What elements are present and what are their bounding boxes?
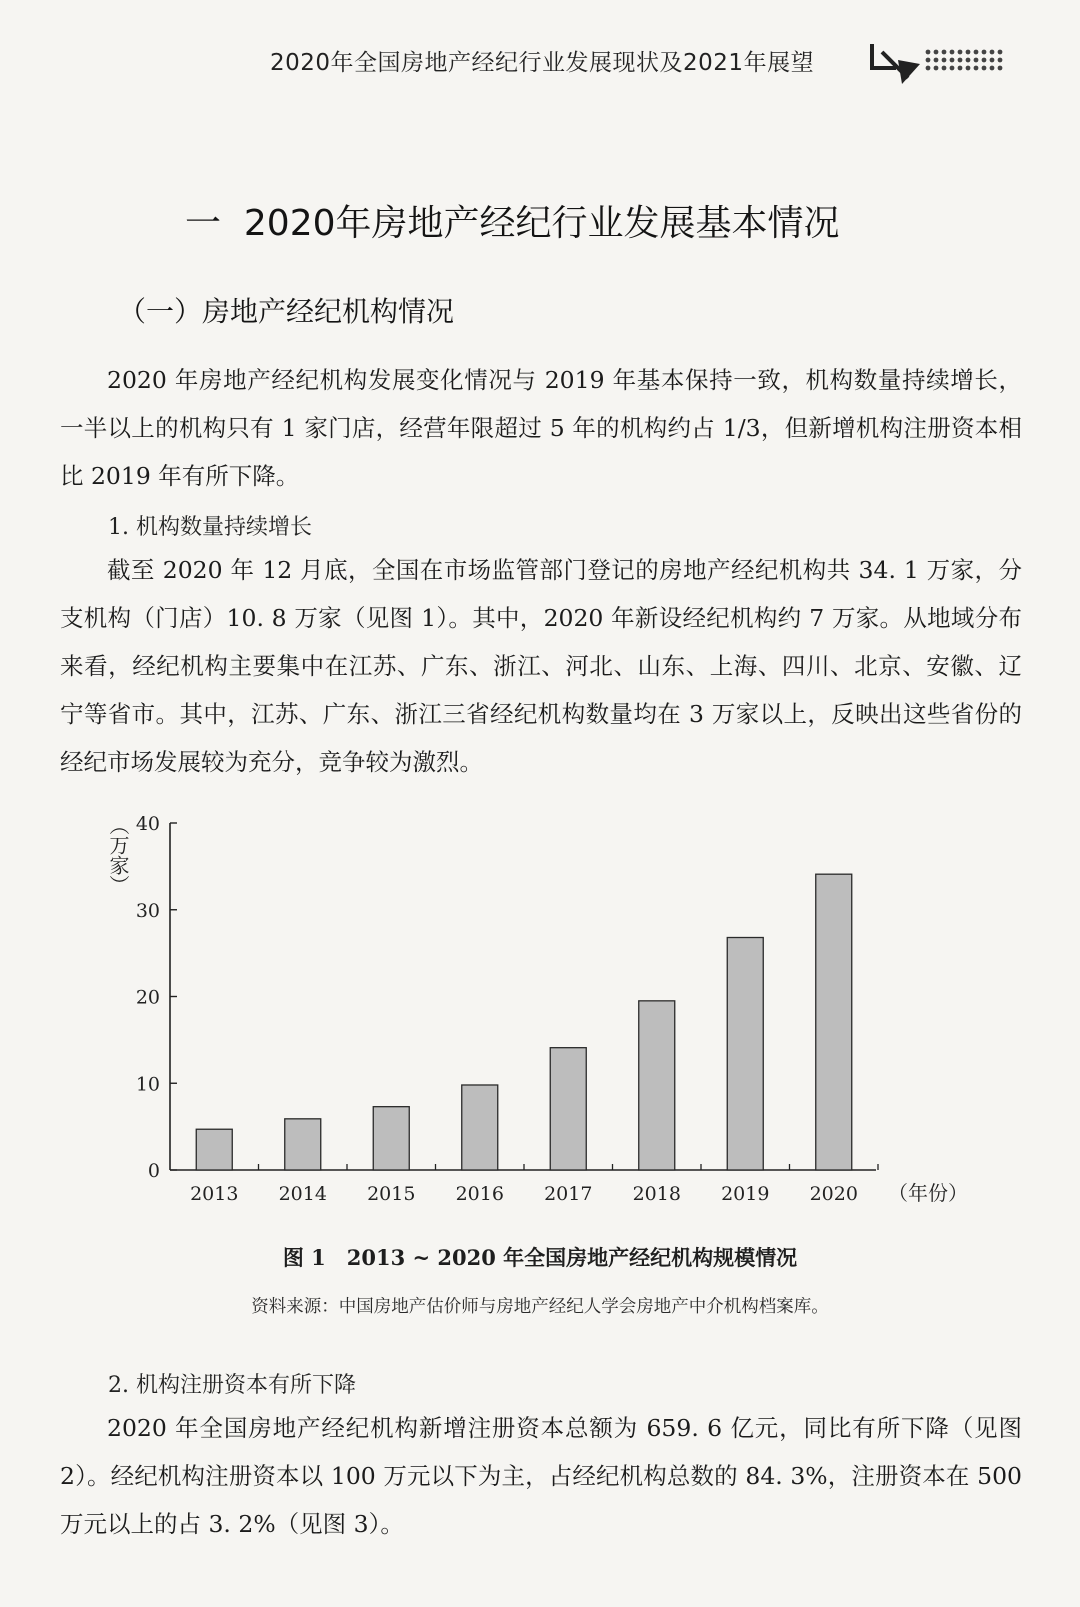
x-tick-label: 2017 [544, 1183, 593, 1205]
y-tick-label: 10 [135, 1073, 160, 1096]
x-tick-label: 2020 [809, 1183, 858, 1205]
bar-2019 [727, 938, 763, 1170]
y-tick-label: 20 [135, 986, 160, 1009]
bar-2020 [816, 874, 852, 1170]
sub1-paragraph: 截至 2020 年 12 月底，全国在市场监管部门登记的房地产经纪机构共 34. 1 万家，分支机构（门店）10. 8 万家（见图 1）。其中，2020 年新设经纪机构约 7 万家。从地域分布来看，经纪机构主要集中在江苏、广东、浙江、河北、山东、上海、四川、北京、安徽、辽宁等省市。其中，江苏、广东、浙江三省经纪机构数量均在 3 万家以上，反映出这些省份的经纪市场发展较为充分，竞争较为激烈。 [60, 556, 1022, 776]
sub2-heading: 2. 机构注册资本有所下降 [108, 1373, 356, 1398]
y-tick-label: 40 [135, 813, 160, 835]
bar-2013 [196, 1129, 232, 1170]
intro-paragraph: 2020 年房地产经纪机构发展变化情况与 2019 年基本保持一致，机构数量持续增长，一半以上的机构只有 1 家门店，经营年限超过 5 年的机构约占 1/3，但新增机构注册资本相比 2019 年有所下降。 [60, 366, 1022, 490]
sub1-heading: 1. 机构数量持续增长 [108, 515, 312, 540]
y-tick-label: 30 [135, 899, 160, 922]
x-axis-label: （年份） [888, 1181, 968, 1205]
sub2-paragraph: 2020 年全国房地产经纪机构新增注册资本总额为 659. 6 亿元，同比有所下降（见图 2）。经纪机构注册资本以 100 万元以下为主，占经纪机构总数的 84. 3%，注册资本在 500 万元以上的占 3. 2%（见图 3）。 [60, 1414, 1022, 1538]
bar-2016 [462, 1085, 498, 1170]
x-tick-label: 2019 [721, 1183, 770, 1205]
running-header-title: 2020年全国房地产经纪行业发展现状及2021年展望 [270, 50, 815, 76]
y-axis-label: （万家） [106, 815, 130, 895]
section-title: 一 2020年房地产经纪行业发展基本情况 [185, 203, 840, 244]
figure-caption: 图 1 2013 ~ 2020 年全国房地产经纪机构规模情况 [282, 1245, 798, 1270]
figure-source: 资料来源：中国房地产估价师与房地产经纪人学会房地产中介机构档案库。 [251, 1297, 829, 1317]
x-tick-label: 2014 [278, 1183, 327, 1205]
x-tick-label: 2013 [190, 1183, 239, 1205]
bar-2017 [550, 1048, 586, 1170]
bar-2015 [373, 1107, 409, 1170]
x-tick-label: 2018 [632, 1183, 681, 1205]
bar-chart [90, 805, 970, 1225]
subsection-title: （一）房地产经纪机构情况 [118, 295, 455, 328]
bar-2018 [639, 1001, 675, 1170]
x-tick-label: 2015 [367, 1183, 416, 1205]
x-tick-label: 2016 [455, 1183, 504, 1205]
y-tick-label: 0 [147, 1160, 160, 1182]
arrow-dots-logo-icon [868, 38, 1018, 88]
bar-2014 [285, 1119, 321, 1170]
